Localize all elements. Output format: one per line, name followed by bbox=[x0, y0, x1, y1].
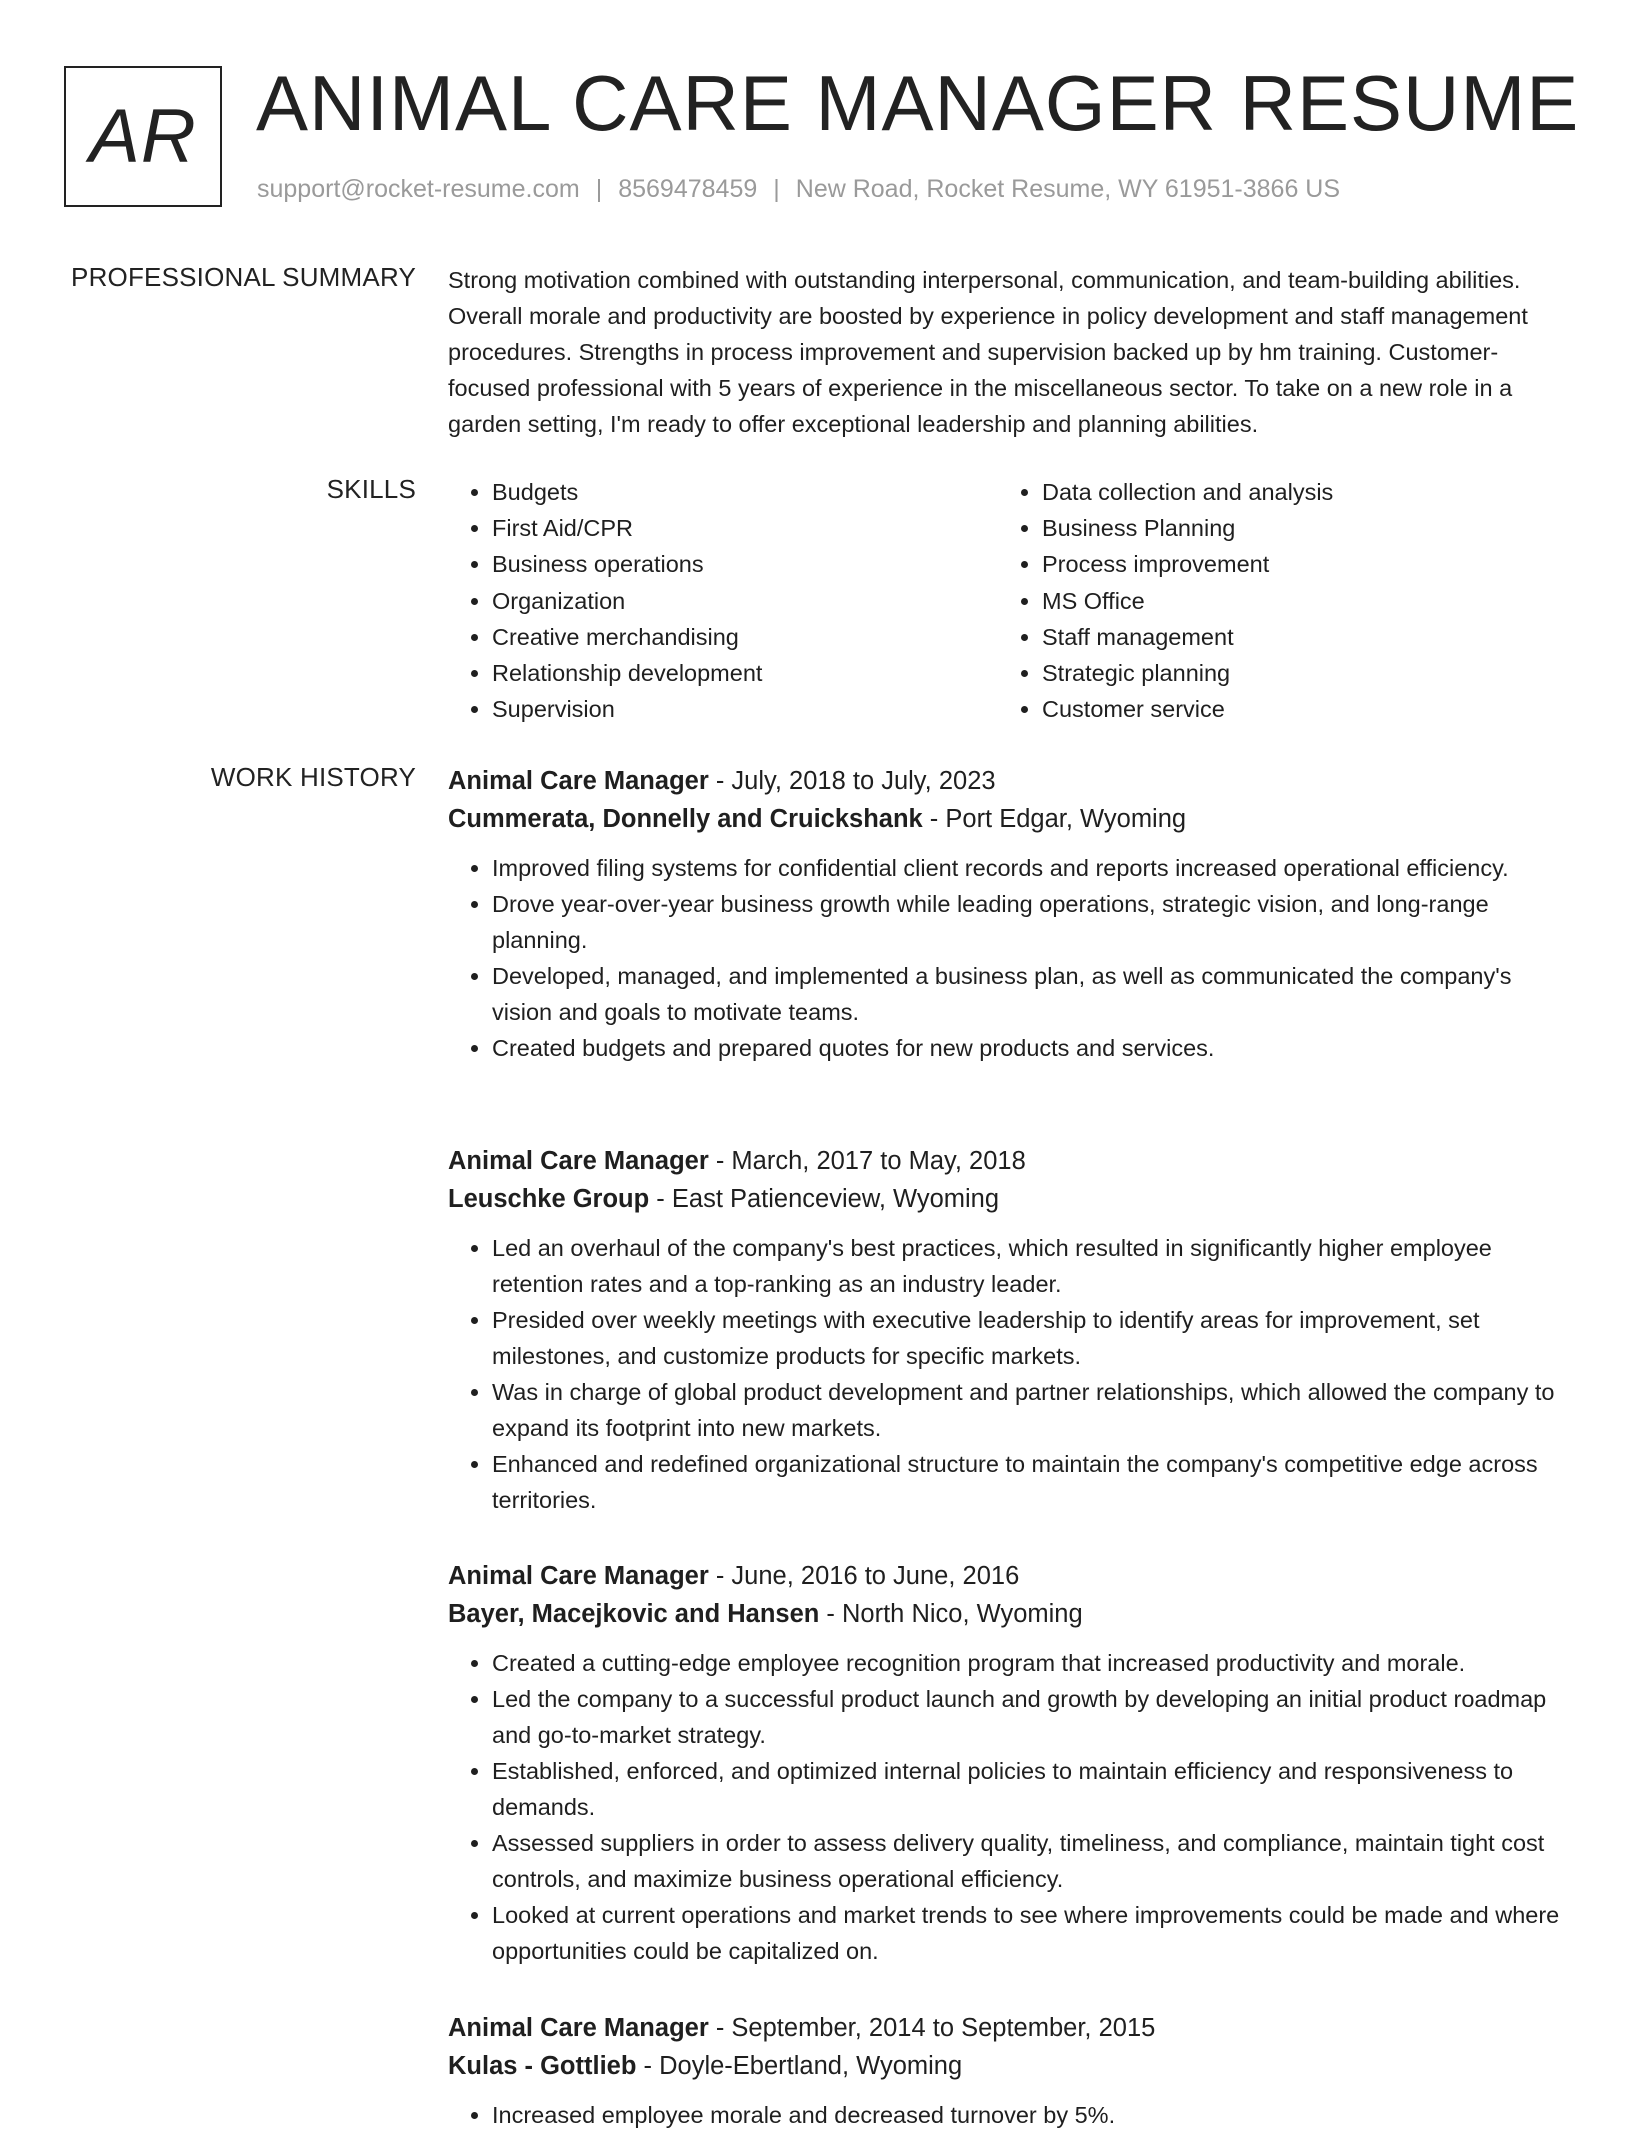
contact-separator: | bbox=[773, 175, 780, 203]
contact-phone: 8569478459 bbox=[618, 175, 758, 203]
skill-item: • First Aid/CPR bbox=[492, 510, 762, 546]
skill-item: • Creative merchandising bbox=[492, 619, 762, 655]
job-bullets bbox=[448, 1645, 1568, 1969]
skill-item: • Budgets bbox=[492, 474, 762, 510]
job-title-line bbox=[448, 1142, 1568, 1180]
skills-list-left bbox=[448, 474, 762, 727]
job-bullets bbox=[448, 850, 1568, 1066]
contact-email: support@rocket-resume.com bbox=[257, 175, 580, 203]
skill-item: • Organization bbox=[492, 583, 762, 619]
job-company-line bbox=[448, 1180, 1568, 1218]
job-bullet: • Assessed suppliers in order to assess delivery quality, timeliness, and compliance, maintain tight cost controls, and maximize business operational efficiency. bbox=[492, 1825, 1568, 1897]
job-bullet: • Presided over weekly meetings with executive leadership to identify areas for improvement, set milestones, and customize products for specific markets. bbox=[492, 1302, 1568, 1374]
skill-item: • Supervision bbox=[492, 691, 762, 727]
summary-text: Strong motivation combined with outstanding interpersonal, communication, and team-building abilities. Overall morale and productivity are boosted by experience in policy development and staff management procedures. Strengths in process improvement and supervision backed up by hm training. Customer-focused professional with 5 years of experience in the miscellaneous sector. To take on a new role in a garden setting, I'm ready to offer exceptional leadership and planning abilities. bbox=[448, 267, 1528, 437]
job-company-line bbox=[448, 1595, 1568, 1633]
resume-title: ANIMAL CARE MANAGER RESUME bbox=[256, 59, 1580, 147]
job-entry bbox=[448, 1142, 1568, 1518]
job-title: Animal Care Manager bbox=[448, 1562, 709, 1590]
job-location: - Doyle-Ebertland, Wyoming bbox=[636, 2052, 963, 2080]
job-bullet: • Looked at current operations and market trends to see where improvements could be made and where opportunities could be capitalized on. bbox=[492, 1897, 1568, 1969]
job-location: - Port Edgar, Wyoming bbox=[922, 805, 1187, 833]
skill-item: • Relationship development bbox=[492, 655, 762, 691]
contact-line bbox=[257, 175, 1340, 204]
job-location: - East Patienceview, Wyoming bbox=[649, 1185, 1000, 1213]
job-bullet: • Led the company to a successful product launch and growth by developing an initial product roadmap and go-to-market strategy. bbox=[492, 1681, 1568, 1753]
section-label-summary: PROFESSIONAL SUMMARY bbox=[71, 262, 416, 292]
monogram-box bbox=[64, 66, 222, 207]
job-company: Kulas - Gottlieb bbox=[448, 2052, 637, 2080]
job-company-line bbox=[448, 2047, 1568, 2085]
job-dates: - June, 2016 to June, 2016 bbox=[708, 1562, 1020, 1590]
job-bullet: • Was in charge of global product development and partner relationships, which allowed the company to expand its footprint into new markets. bbox=[492, 1374, 1568, 1446]
skill-item: • MS Office bbox=[1042, 583, 1333, 619]
job-bullet: • Created a cutting-edge employee recognition program that increased productivity and morale. bbox=[492, 1645, 1568, 1681]
job-dates: - July, 2018 to July, 2023 bbox=[708, 767, 996, 795]
job-entry bbox=[448, 1557, 1568, 1969]
job-dates: - September, 2014 to September, 2015 bbox=[708, 2014, 1156, 2042]
job-bullet: • Established, enforced, and optimized internal policies to maintain efficiency and responsiveness to demands. bbox=[492, 1753, 1568, 1825]
contact-address: New Road, Rocket Resume, WY 61951-3866 US bbox=[795, 175, 1341, 203]
job-title: Animal Care Manager bbox=[448, 2014, 709, 2042]
job-bullet: • Enhanced and redefined organizational structure to maintain the company's competitive edge across territories. bbox=[492, 1446, 1568, 1518]
job-dates: - March, 2017 to May, 2018 bbox=[708, 1147, 1026, 1175]
job-location: - North Nico, Wyoming bbox=[819, 1600, 1083, 1628]
job-bullet: • Increased employee morale and decreased turnover by 5%. bbox=[492, 2097, 1568, 2133]
job-entry bbox=[448, 762, 1568, 1066]
monogram-initials: AR bbox=[89, 94, 197, 179]
job-bullets bbox=[448, 2097, 1568, 2133]
job-bullet: • Created budgets and prepared quotes for new products and services. bbox=[492, 1030, 1568, 1066]
job-bullet: • Improved filing systems for confidential client records and reports increased operational efficiency. bbox=[492, 850, 1568, 886]
job-title-line bbox=[448, 762, 1568, 800]
skills-list-right bbox=[998, 474, 1333, 727]
job-entry bbox=[448, 2009, 1568, 2133]
skill-item: • Customer service bbox=[1042, 691, 1333, 727]
job-title-line bbox=[448, 2009, 1568, 2047]
job-company: Cummerata, Donnelly and Cruickshank bbox=[448, 805, 923, 833]
job-title-line bbox=[448, 1557, 1568, 1595]
job-bullet: • Led an overhaul of the company's best practices, which resulted in significantly higher employee retention rates and a top-ranking as an industry leader. bbox=[492, 1230, 1568, 1302]
job-company-line bbox=[448, 800, 1568, 838]
job-company: Leuschke Group bbox=[448, 1185, 650, 1213]
section-label-skills: SKILLS bbox=[326, 474, 416, 504]
job-bullets bbox=[448, 1230, 1568, 1518]
job-title: Animal Care Manager bbox=[448, 1147, 709, 1175]
skill-item: • Data collection and analysis bbox=[1042, 474, 1333, 510]
job-bullet: • Drove year-over-year business growth while leading operations, strategic vision, and long-range planning. bbox=[492, 886, 1568, 958]
skill-item: • Strategic planning bbox=[1042, 655, 1333, 691]
skill-item: • Business Planning bbox=[1042, 510, 1333, 546]
job-company: Bayer, Macejkovic and Hansen bbox=[448, 1600, 820, 1628]
skill-item: • Staff management bbox=[1042, 619, 1333, 655]
skill-item: • Business operations bbox=[492, 546, 762, 582]
skill-item: • Process improvement bbox=[1042, 546, 1333, 582]
contact-separator: | bbox=[595, 175, 603, 203]
job-bullet: • Developed, managed, and implemented a business plan, as well as communicated the company's vision and goals to motivate teams. bbox=[492, 958, 1568, 1030]
job-title: Animal Care Manager bbox=[448, 767, 709, 795]
section-label-work-history: WORK HISTORY bbox=[210, 762, 416, 792]
